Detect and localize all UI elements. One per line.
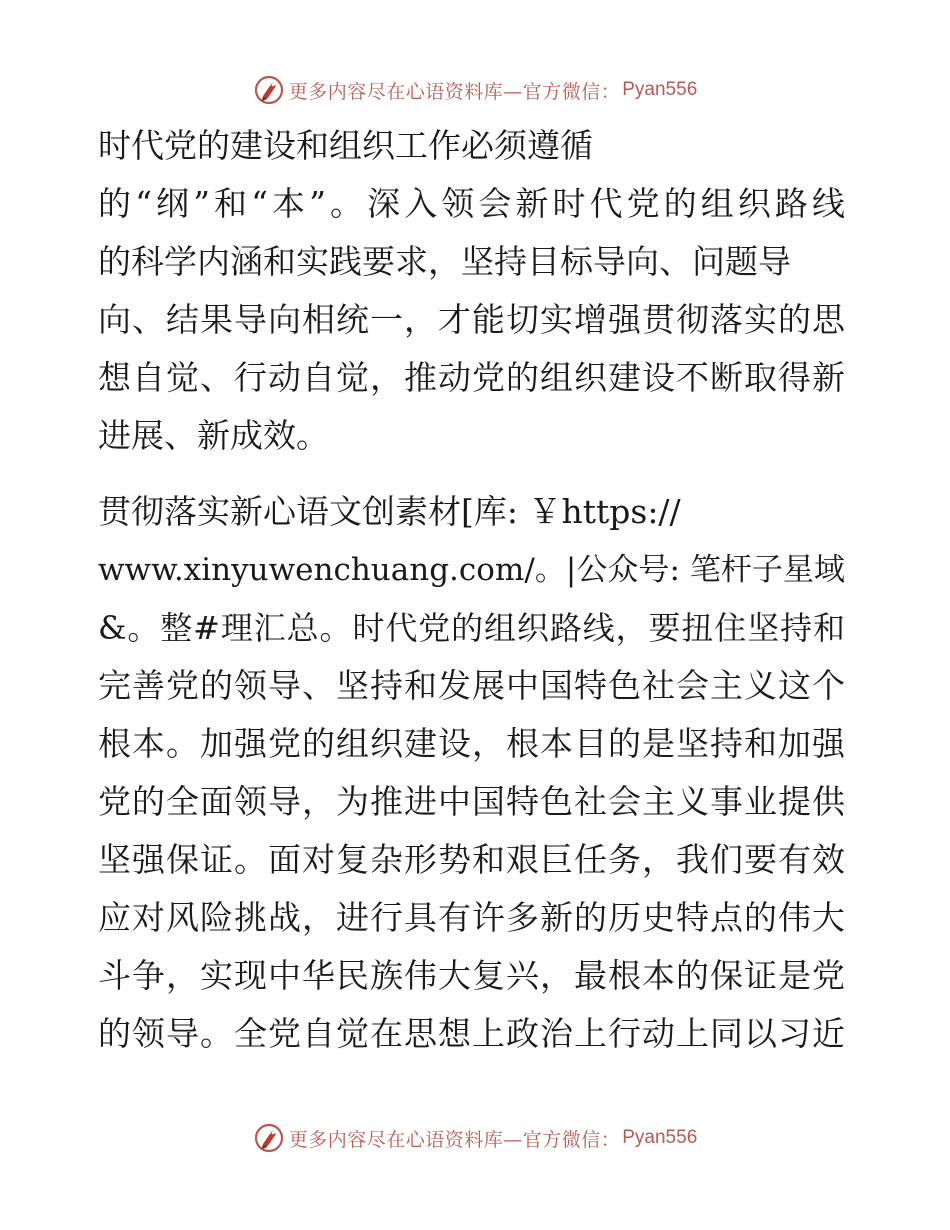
text-line: 坚强保证。面对复杂形势和艰巨任务，我们要有效 [98, 840, 845, 879]
text-line: 的“纲”和“本”。深入领会新时代党的组织路线 [98, 184, 845, 223]
text-line: 党的全面领导，为推进中国特色社会主义事业提供 [98, 782, 845, 821]
pen-nib-logo-icon [253, 1122, 285, 1154]
wechat-account: Pyan556 [622, 79, 698, 100]
text-line: 想自觉、行动自觉，推动党的组织建设不断取得新 [98, 358, 845, 397]
text-line: 贯彻落实新心语文创素材[库: ￥https:// [98, 492, 681, 531]
text-line: 进展、新成效。 [98, 416, 329, 455]
banner-text: 更多内容尽在心语资料库—官方微信： [288, 1128, 621, 1151]
banner-text: 更多内容尽在心语资料库—官方微信： [288, 80, 621, 103]
text-line: 的科学内涵和实践要求，坚持目标导向、问题导 [98, 242, 791, 281]
text-line: &。整#理汇总。时代党的组织路线，要扭住坚持和 [98, 609, 845, 647]
text-line: www.xinyuwenchuang.com/。|公众号: 笔杆子星域 [98, 552, 845, 588]
text-line: 向、结果导向相统一，才能切实增强贯彻落实的思 [98, 300, 845, 339]
text-line: 的领导。全党自觉在思想上政治上行动上同以习近 [98, 1014, 845, 1053]
text-line: 时代党的建设和组织工作必须遵循 [98, 126, 593, 165]
text-line: 根本。加强党的组织建设，根本目的是坚持和加强 [98, 724, 845, 763]
text-line: 斗争，实现中华民族伟大复兴，最根本的保证是党 [98, 956, 845, 995]
text-line: 完善党的领导、坚持和发展中国特色社会主义这个 [98, 666, 845, 705]
wechat-account: Pyan556 [622, 1127, 698, 1148]
text-line: 应对风险挑战，进行具有许多新的历史特点的伟大 [98, 898, 845, 937]
footer-banner [0, 1118, 950, 1158]
